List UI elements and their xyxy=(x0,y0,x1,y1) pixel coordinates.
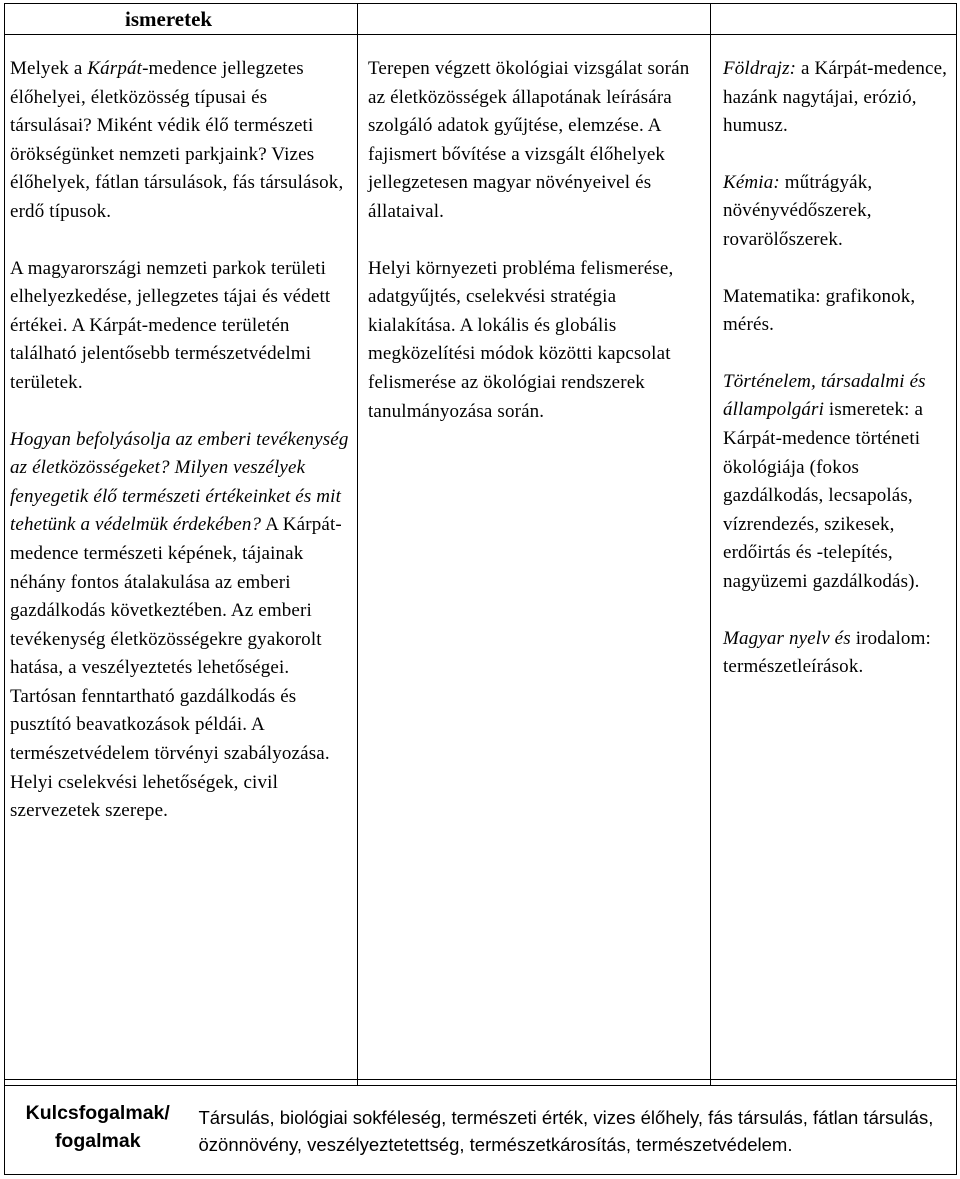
link-literature: Magyar nyelv és irodalom: természetleírások. xyxy=(723,627,931,678)
link-geography: Földrajz: a Kárpát-medence, hazánk nagytájai, erózió, humusz. xyxy=(723,58,948,137)
key-concepts-label: Kulcsfogalmak/ fogalmak xyxy=(5,1080,191,1175)
topics-human-impact xyxy=(10,426,349,826)
link-chemistry: Kémia: műtrágyák, növényvédőszerek, rovarölőszerek. xyxy=(723,171,873,250)
topics-national-parks: A magyarországi nemzeti parkok területi elhelyezkedése, jellegzetes tájai és védett értékei. A Kárpát-medence területén található jelentősebb természetvédelmi területek. xyxy=(10,257,331,393)
curriculum-table xyxy=(4,3,957,1086)
table-header-row xyxy=(5,4,957,35)
header-cell-topics xyxy=(5,4,358,35)
topics-intro: Melyek a Kárpát-medence jellegzetes élőhelyei, életközösség típusai és társulásai? Miként védik élő természeti örökségünket nemzeti parkjaink? Vizes élőhelyek, fátlan társulások, fás társulások, erdő típusok. xyxy=(10,58,344,222)
links-cell xyxy=(711,35,957,1086)
topics-questions: Hogyan befolyásolja az emberi tevékenység az életközösségeket? Milyen veszélyek fenyegetik élő természeti értékeinket és mit tehetünk a védelmük érdekében? xyxy=(10,428,349,536)
link-mathematics: Matematika: grafikonok, mérés. xyxy=(723,285,916,336)
key-concepts-table xyxy=(4,1079,957,1175)
topics-cell xyxy=(5,35,358,1086)
table-body-row xyxy=(5,35,957,1086)
topics-impact-text: A Kárpát-medence természeti képének, tájainak néhány fontos átalakulása az emberi gazdálkodás következtében. Az emberi tevékenység életközösségekre gyakorolt hatása, a veszélyeztetés lehetőségei. Tartósan fenntartható gazdálkodás és pusztító beavatkozások példái. A természetvédelem törvényi szabályozása. Helyi cselekvési lehetőségek, civil szervezetek szerepe. xyxy=(10,514,342,822)
activities-fieldwork: Terepen végzett ökológiai vizsgálat során az életközösségek állapotának leírására szolgáló adatok gyűjtése, elemzése. A fajismert bővítése a vizsgált élőhelyek jellegzetesen magyar növényeivel és állataival. xyxy=(368,58,690,222)
link-history: Történelem, társadalmi és állampolgári ismeretek: a Kárpát-medence történeti ökológiája (fokos gazdálkodás, lecsapolás, vízrendezés, szikesek, erdőirtás és -telepítés, nagyüzemi gazdálkodás). xyxy=(723,370,926,592)
activities-cell xyxy=(358,35,711,1086)
key-concepts-text: Társulás, biológiai sokféleség, természeti érték, vizes élőhely, fás társulás, fátlan társulás, özönnövény, veszélyeztetettség, természetkárosítás, természetvédelem. xyxy=(191,1080,957,1175)
activities-local-problem: Helyi környezeti probléma felismerése, adatgyűjtés, cselekvési stratégia kialakítása. A lokális és globális megközelítési módok közötti kapcsolat felismerése az ökológiai rendszerek tanulmányozása során. xyxy=(368,257,674,422)
key-concepts-row xyxy=(5,1080,957,1175)
header-cell-activities xyxy=(358,4,711,35)
header-title: ismeretek xyxy=(125,7,213,31)
header-cell-links xyxy=(711,4,957,35)
